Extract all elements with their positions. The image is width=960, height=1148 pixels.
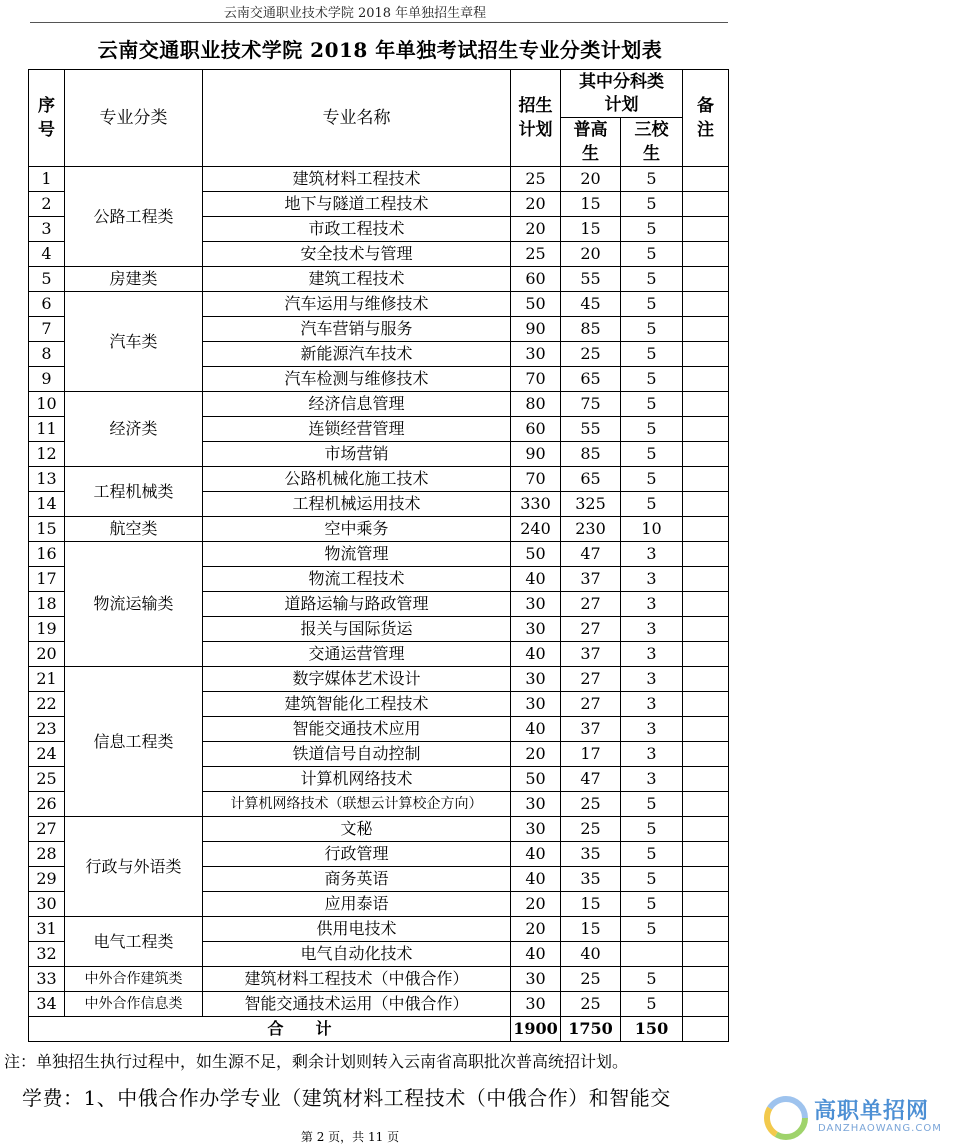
putong-cell: 27 <box>561 592 621 617</box>
putong-cell: 25 <box>561 992 621 1017</box>
note-cell <box>683 892 729 917</box>
plan-cell: 25 <box>511 167 561 192</box>
seq-cell: 19 <box>29 617 65 642</box>
major-cell: 市政工程技术 <box>203 217 511 242</box>
putong-cell: 47 <box>561 767 621 792</box>
sanxiao-cell: 3 <box>621 767 683 792</box>
note-cell <box>683 492 729 517</box>
note-cell <box>683 517 729 542</box>
plan-cell: 40 <box>511 567 561 592</box>
putong-cell: 25 <box>561 817 621 842</box>
major-cell: 计算机网络技术（联想云计算校企方向） <box>203 792 511 817</box>
plan-cell: 60 <box>511 267 561 292</box>
category-cell: 行政与外语类 <box>65 817 203 917</box>
seq-cell: 32 <box>29 942 65 967</box>
plan-cell: 60 <box>511 417 561 442</box>
putong-cell: 85 <box>561 442 621 467</box>
note-cell <box>683 292 729 317</box>
watermark-domain: DANZHAOWANG.COM <box>818 1123 942 1134</box>
note-cell <box>683 542 729 567</box>
major-cell: 电气自动化技术 <box>203 942 511 967</box>
seq-cell: 34 <box>29 992 65 1017</box>
putong-cell: 25 <box>561 342 621 367</box>
table-row <box>29 667 729 692</box>
major-cell: 交通运营管理 <box>203 642 511 667</box>
seq-cell: 6 <box>29 292 65 317</box>
major-cell: 应用泰语 <box>203 892 511 917</box>
seq-cell: 30 <box>29 892 65 917</box>
note-cell <box>683 467 729 492</box>
sanxiao-cell: 5 <box>621 867 683 892</box>
table-row <box>29 517 729 542</box>
category-cell: 房建类 <box>65 267 203 292</box>
note-cell <box>683 317 729 342</box>
seq-cell: 16 <box>29 542 65 567</box>
total-row <box>29 1017 729 1042</box>
putong-cell: 55 <box>561 267 621 292</box>
plan-cell: 240 <box>511 517 561 542</box>
note-cell <box>683 767 729 792</box>
note-cell <box>683 867 729 892</box>
putong-cell: 15 <box>561 217 621 242</box>
putong-cell: 55 <box>561 417 621 442</box>
header-plan: 招生 计划 <box>511 70 561 167</box>
table-row <box>29 917 729 942</box>
sanxiao-cell <box>621 942 683 967</box>
note-cell <box>683 417 729 442</box>
putong-cell: 230 <box>561 517 621 542</box>
sanxiao-cell: 5 <box>621 467 683 492</box>
putong-cell: 35 <box>561 842 621 867</box>
major-cell: 道路运输与路政管理 <box>203 592 511 617</box>
putong-cell: 25 <box>561 792 621 817</box>
plan-cell: 50 <box>511 292 561 317</box>
note-cell <box>683 992 729 1017</box>
major-cell: 地下与隧道工程技术 <box>203 192 511 217</box>
note-cell <box>683 817 729 842</box>
putong-cell: 40 <box>561 942 621 967</box>
category-cell: 电气工程类 <box>65 917 203 967</box>
plan-cell: 70 <box>511 367 561 392</box>
plan-cell: 40 <box>511 842 561 867</box>
plan-cell: 25 <box>511 242 561 267</box>
plan-cell: 30 <box>511 592 561 617</box>
note-cell <box>683 692 729 717</box>
sanxiao-cell: 3 <box>621 742 683 767</box>
sanxiao-cell: 3 <box>621 617 683 642</box>
sanxiao-cell: 10 <box>621 517 683 542</box>
major-cell: 空中乘务 <box>203 517 511 542</box>
sanxiao-cell: 5 <box>621 842 683 867</box>
sanxiao-cell: 3 <box>621 567 683 592</box>
seq-cell: 23 <box>29 717 65 742</box>
major-cell: 汽车营销与服务 <box>203 317 511 342</box>
seq-cell: 10 <box>29 392 65 417</box>
seq-cell: 27 <box>29 817 65 842</box>
note-cell <box>683 592 729 617</box>
note-cell <box>683 217 729 242</box>
total-plan: 1900 <box>511 1017 561 1042</box>
table-row <box>29 967 729 992</box>
plan-cell: 30 <box>511 342 561 367</box>
note-cell <box>683 617 729 642</box>
category-cell: 中外合作信息类 <box>65 992 203 1017</box>
seq-cell: 31 <box>29 917 65 942</box>
sanxiao-cell: 5 <box>621 342 683 367</box>
major-cell: 建筑智能化工程技术 <box>203 692 511 717</box>
note-cell <box>683 242 729 267</box>
major-cell: 安全技术与管理 <box>203 242 511 267</box>
category-cell: 经济类 <box>65 392 203 467</box>
sanxiao-cell: 5 <box>621 992 683 1017</box>
putong-cell: 65 <box>561 367 621 392</box>
putong-cell: 17 <box>561 742 621 767</box>
major-cell: 报关与国际货运 <box>203 617 511 642</box>
header-sub-b: 三校 生 <box>621 118 683 167</box>
total-b: 150 <box>621 1017 683 1042</box>
note-cell <box>683 942 729 967</box>
major-cell: 建筑材料工程技术（中俄合作） <box>203 967 511 992</box>
plan-cell: 30 <box>511 992 561 1017</box>
note-cell <box>683 267 729 292</box>
seq-cell: 2 <box>29 192 65 217</box>
category-cell: 工程机械类 <box>65 467 203 517</box>
seq-cell: 4 <box>29 242 65 267</box>
plan-cell: 40 <box>511 717 561 742</box>
plan-cell: 30 <box>511 617 561 642</box>
sanxiao-cell: 5 <box>621 292 683 317</box>
major-cell: 建筑材料工程技术 <box>203 167 511 192</box>
category-cell: 公路工程类 <box>65 167 203 267</box>
major-cell: 汽车检测与维修技术 <box>203 367 511 392</box>
note-cell <box>683 667 729 692</box>
header-rule <box>30 22 728 23</box>
putong-cell: 37 <box>561 567 621 592</box>
sanxiao-cell: 5 <box>621 317 683 342</box>
sanxiao-cell: 5 <box>621 967 683 992</box>
major-cell: 经济信息管理 <box>203 392 511 417</box>
category-cell: 航空类 <box>65 517 203 542</box>
total-label: 合 计 <box>29 1017 511 1042</box>
major-cell: 物流工程技术 <box>203 567 511 592</box>
watermark-name: 高职单招网 <box>814 1099 930 1124</box>
plan-cell: 80 <box>511 392 561 417</box>
note-cell <box>683 642 729 667</box>
header-seq: 序 号 <box>29 70 65 167</box>
seq-cell: 25 <box>29 767 65 792</box>
fee-line: 学费：1、中俄合作办学专业（建筑材料工程技术（中俄合作）和智能交 <box>22 1086 671 1110</box>
putong-cell: 325 <box>561 492 621 517</box>
major-cell: 公路机械化施工技术 <box>203 467 511 492</box>
sanxiao-cell: 5 <box>621 192 683 217</box>
note-cell <box>683 567 729 592</box>
table-row <box>29 817 729 842</box>
sanxiao-cell: 5 <box>621 792 683 817</box>
putong-cell: 27 <box>561 667 621 692</box>
major-cell: 连锁经营管理 <box>203 417 511 442</box>
putong-cell: 27 <box>561 617 621 642</box>
putong-cell: 15 <box>561 892 621 917</box>
table-row <box>29 542 729 567</box>
seq-cell: 21 <box>29 667 65 692</box>
seq-cell: 9 <box>29 367 65 392</box>
sanxiao-cell: 5 <box>621 492 683 517</box>
plan-cell: 30 <box>511 967 561 992</box>
header-category: 专业分类 <box>65 70 203 167</box>
note-cell <box>683 717 729 742</box>
sanxiao-cell: 3 <box>621 592 683 617</box>
major-cell: 商务英语 <box>203 867 511 892</box>
running-header: 云南交通职业技术学院 2018 年单独招生章程 <box>223 6 487 21</box>
seq-cell: 29 <box>29 867 65 892</box>
seq-cell: 20 <box>29 642 65 667</box>
sanxiao-cell: 5 <box>621 167 683 192</box>
major-cell: 物流管理 <box>203 542 511 567</box>
total-note <box>683 1017 729 1042</box>
sanxiao-cell: 5 <box>621 392 683 417</box>
plan-cell: 90 <box>511 317 561 342</box>
note-cell <box>683 742 729 767</box>
putong-cell: 65 <box>561 467 621 492</box>
note-cell <box>683 367 729 392</box>
seq-cell: 15 <box>29 517 65 542</box>
sanxiao-cell: 3 <box>621 542 683 567</box>
note-cell <box>683 792 729 817</box>
plan-cell: 40 <box>511 942 561 967</box>
sanxiao-cell: 3 <box>621 692 683 717</box>
header-sub-a: 普高 生 <box>561 118 621 167</box>
seq-cell: 33 <box>29 967 65 992</box>
sanxiao-cell: 5 <box>621 817 683 842</box>
putong-cell: 45 <box>561 292 621 317</box>
note-cell <box>683 167 729 192</box>
major-cell: 市场营销 <box>203 442 511 467</box>
sanxiao-cell: 5 <box>621 367 683 392</box>
header-note: 备 注 <box>683 70 729 167</box>
plan-cell: 20 <box>511 742 561 767</box>
putong-cell: 15 <box>561 192 621 217</box>
plan-cell: 20 <box>511 192 561 217</box>
plan-cell: 30 <box>511 792 561 817</box>
sanxiao-cell: 5 <box>621 217 683 242</box>
seq-cell: 1 <box>29 167 65 192</box>
seq-cell: 17 <box>29 567 65 592</box>
seq-cell: 22 <box>29 692 65 717</box>
plan-cell: 30 <box>511 667 561 692</box>
plan-cell: 50 <box>511 767 561 792</box>
table-row <box>29 167 729 192</box>
table-body <box>29 167 729 1017</box>
major-cell: 铁道信号自动控制 <box>203 742 511 767</box>
table-row <box>29 467 729 492</box>
sanxiao-cell: 5 <box>621 442 683 467</box>
sanxiao-cell: 5 <box>621 267 683 292</box>
header-major: 专业名称 <box>203 70 511 167</box>
page-title: 云南交通职业技术学院 2018 年单独考试招生专业分类计划表 <box>97 38 663 62</box>
putong-cell: 47 <box>561 542 621 567</box>
watermark-logo-icon <box>764 1096 808 1140</box>
seq-cell: 11 <box>29 417 65 442</box>
putong-cell: 85 <box>561 317 621 342</box>
seq-cell: 28 <box>29 842 65 867</box>
plan-cell: 30 <box>511 817 561 842</box>
major-cell: 数字媒体艺术设计 <box>203 667 511 692</box>
major-cell: 智能交通技术应用 <box>203 717 511 742</box>
plan-cell: 50 <box>511 542 561 567</box>
table-row <box>29 392 729 417</box>
sanxiao-cell: 3 <box>621 717 683 742</box>
putong-cell: 35 <box>561 867 621 892</box>
seq-cell: 3 <box>29 217 65 242</box>
watermark <box>760 1090 960 1142</box>
seq-cell: 13 <box>29 467 65 492</box>
major-cell: 建筑工程技术 <box>203 267 511 292</box>
major-cell: 工程机械运用技术 <box>203 492 511 517</box>
table-row <box>29 267 729 292</box>
major-cell: 供用电技术 <box>203 917 511 942</box>
table-row <box>29 992 729 1017</box>
seq-cell: 8 <box>29 342 65 367</box>
seq-cell: 18 <box>29 592 65 617</box>
note-cell <box>683 192 729 217</box>
major-cell: 智能交通技术运用（中俄合作） <box>203 992 511 1017</box>
sanxiao-cell: 5 <box>621 242 683 267</box>
sanxiao-cell: 5 <box>621 417 683 442</box>
plan-cell: 20 <box>511 217 561 242</box>
sanxiao-cell: 3 <box>621 642 683 667</box>
plan-cell: 20 <box>511 892 561 917</box>
putong-cell: 25 <box>561 967 621 992</box>
sanxiao-cell: 3 <box>621 667 683 692</box>
seq-cell: 14 <box>29 492 65 517</box>
plan-cell: 90 <box>511 442 561 467</box>
putong-cell: 37 <box>561 717 621 742</box>
major-cell: 行政管理 <box>203 842 511 867</box>
plan-cell: 40 <box>511 642 561 667</box>
plan-cell: 20 <box>511 917 561 942</box>
note-cell <box>683 967 729 992</box>
note-cell <box>683 392 729 417</box>
major-cell: 文秘 <box>203 817 511 842</box>
table-row <box>29 292 729 317</box>
note-cell <box>683 442 729 467</box>
major-cell: 汽车运用与维修技术 <box>203 292 511 317</box>
plan-cell: 330 <box>511 492 561 517</box>
category-cell: 物流运输类 <box>65 542 203 667</box>
seq-cell: 5 <box>29 267 65 292</box>
category-cell: 中外合作建筑类 <box>65 967 203 992</box>
plan-cell: 40 <box>511 867 561 892</box>
header-sub-group: 其中分科类 计划 <box>561 70 683 118</box>
putong-cell: 37 <box>561 642 621 667</box>
total-a: 1750 <box>561 1017 621 1042</box>
note-cell <box>683 917 729 942</box>
plan-cell: 30 <box>511 692 561 717</box>
putong-cell: 20 <box>561 167 621 192</box>
seq-cell: 24 <box>29 742 65 767</box>
putong-cell: 20 <box>561 242 621 267</box>
putong-cell: 27 <box>561 692 621 717</box>
major-cell: 新能源汽车技术 <box>203 342 511 367</box>
seq-cell: 26 <box>29 792 65 817</box>
category-cell: 信息工程类 <box>65 667 203 817</box>
plan-cell: 70 <box>511 467 561 492</box>
seq-cell: 12 <box>29 442 65 467</box>
sanxiao-cell: 5 <box>621 917 683 942</box>
footnote: 注：单独招生执行过程中，如生源不足，剩余计划则转入云南省高职批次普高统招计划。 <box>4 1052 629 1071</box>
enrollment-plan-table <box>28 69 729 1042</box>
page-number: 第 2 页，共 11 页 <box>300 1130 400 1144</box>
major-cell: 计算机网络技术 <box>203 767 511 792</box>
putong-cell: 75 <box>561 392 621 417</box>
category-cell: 汽车类 <box>65 292 203 392</box>
note-cell <box>683 842 729 867</box>
seq-cell: 7 <box>29 317 65 342</box>
putong-cell: 15 <box>561 917 621 942</box>
note-cell <box>683 342 729 367</box>
sanxiao-cell: 5 <box>621 892 683 917</box>
